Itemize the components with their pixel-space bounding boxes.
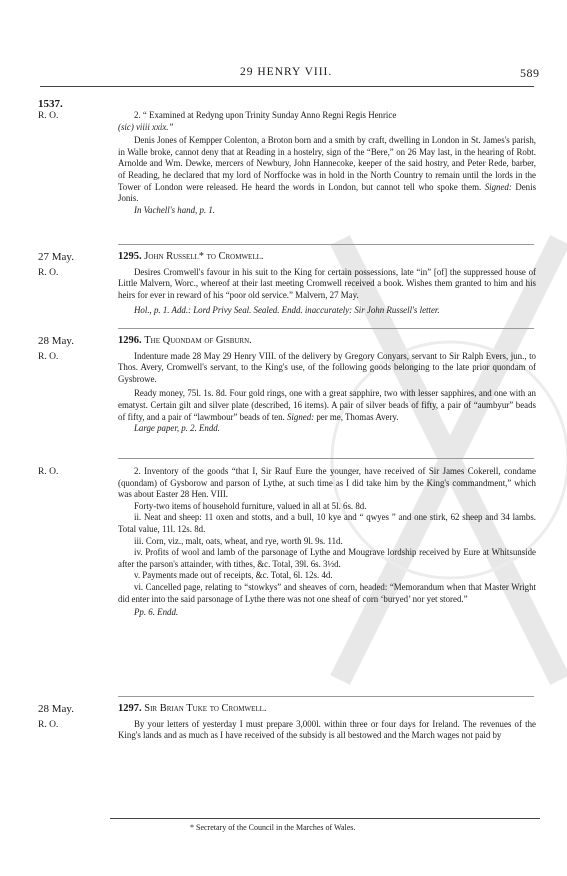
entry-body: Denis Jones of Kempper Colenton, a Broton born and a smith by craft, dwelling in London in St. James's parish, in Walle broke, cannot deny that at Reading in a hostelry, sign of the “Bere,” on 26 May last, in the hearing of Robt. Arnolde and Wm. Dewke, mercers of Newbury, John Hannecoke, keeper of the said hostry, and Peter Rede, barber, of Reading, he declared that my lord of Norffocke was in hold in the North Country to remain until the lords in the Tower of London were released. He heard the words in London, but cannot tell who spoke them.: [118, 135, 536, 192]
entry-examination: [118, 110, 536, 216]
inventory-item: ii. Neat and sheep: 11 oxen and stotts, and a bull, 10 kye and “ qwyes ” and one stirk, 62 sheep and 34 lambs. Total value, 11l. 12s. 8d.: [118, 512, 536, 534]
footnote-rule: [110, 818, 540, 819]
entry-heading: Sir Brian Tuke to Cromwell.: [144, 703, 267, 714]
entry-heading: The Quondam of Gisburn.: [144, 335, 252, 346]
inventory-item: vi. Cancelled page, relating to “stowkys” and sheaves of corn, headed: “Memorandum when that Master Wright did enter into the said parsonage of Lythe there was not one sheaf of corn ‘buryed’ nor yet stored.”: [118, 581, 536, 604]
entry-divider: [118, 696, 534, 697]
entry-body: 2. Inventory of the goods “that I, Sir Rauf Eure the younger, have received of Sir James Cokerell, condame (quondam) of Gysborow and parson of Lythe, at such time as I did take him by the King's commandment,” which was about Easter 28 Hen. VIII.: [118, 466, 536, 500]
entry-line: (sic) viiii xxix.”: [118, 121, 174, 132]
signed-name: per me, Thomas Avery.: [316, 411, 399, 422]
entry-1296: [118, 335, 536, 435]
entry-divider: [118, 244, 534, 245]
margin-date: 28 May.: [38, 335, 74, 347]
margin-date: 27 May.: [38, 251, 74, 263]
signed-label: Signed:: [286, 411, 315, 422]
signed-label: Signed:: [484, 181, 512, 192]
margin-date: 28 May.: [38, 703, 74, 715]
entry-line: 2. “ Examined at Redyng upon Trinity Sunday Anno Regni Regis Henrice: [134, 110, 397, 120]
entry-body: Desires Cromwell's favour in his suit to the King for certain possessions, late “in” [of] the suppressed house of Little Malvern, Worc., whereof at their last meeting Cromwell received a book. Wishes them granted to him and his heirs for ever in reward of his “poor old service.” Malvern, 27 May.: [118, 266, 536, 300]
inventory-item: Forty-two items of household furniture, valued in all at 5l. 6s. 8d.: [134, 500, 367, 511]
entry-inventory: [118, 466, 536, 619]
running-title: 29 HENRY VIII.: [240, 66, 333, 78]
entry-1297: [118, 703, 536, 742]
footnote: * Secretary of the Council in the Marches of Wales.: [190, 823, 356, 832]
margin-source: R. O.: [38, 352, 59, 362]
entry-heading: John Russell* to Cromwell.: [144, 251, 264, 262]
entry-body: Indenture made 28 May 29 Henry VIII. of the delivery by Gregory Conyars, servant to Sir Ralph Evers, jun., to Thos. Avery, Cromwell's servant, to the King's use, of the following goods belonging to the late prior quondam of Gysbrowe.: [118, 350, 536, 384]
margin-source: R. O.: [38, 111, 59, 121]
entry-divider: [118, 458, 534, 459]
entry-body: By your letters of yesterday I must prepare 3,000l. within three or four days for Ireland. The revenues of the King's lands and as much as I have received of the subsidy is all bestowed and the March wages not paid by: [118, 718, 536, 741]
entry-number: 1296.: [118, 335, 142, 346]
inventory-item: iii. Corn, viz., malt, oats, wheat, and rye, worth 9l. 9s. 11d.: [134, 535, 343, 546]
inventory-item: iv. Profits of wool and lamb of the parsonage of Lythe and Mougrave lordship received by Eure at Whitsunside after the parson's attainder, with tithes, &c. Total, 39l. 6s. 3½d.: [118, 547, 536, 569]
entry-number: 1297.: [118, 703, 142, 714]
margin-source: R. O.: [38, 268, 59, 278]
entry-1295: [118, 251, 536, 317]
margin-source: R. O.: [38, 720, 59, 730]
signed-name: Denis Jonis.: [118, 181, 537, 204]
margin-year: 1537.: [38, 98, 63, 110]
header-rule: [40, 86, 534, 87]
entry-divider: [118, 328, 534, 329]
entry-note: Large paper, p. 2. Endd.: [134, 423, 220, 434]
entry-body: Ready money, 75l. 1s. 8d. Four gold rings, one with a great sapphire, two with lesser sapphires, and one with an ematyst. Certain gilt and silver plate (described, 16 items). A pair of silver beads of fifty, a pair of “aumbyur” beads of fifty, and a pair of “lawmbour” beads of ten.: [118, 388, 536, 422]
entry-note: In Vachell's hand, p. 1.: [134, 204, 216, 215]
inventory-item: v. Payments made out of receipts, &c. Total, 6l. 12s. 4d.: [134, 570, 333, 581]
entry-note: Hol., p. 1. Add.: Lord Privy Seal. Sealed. Endd. inaccurately: Sir John Russell's letter.: [134, 305, 440, 316]
entry-note: Pp. 6. Endd.: [134, 607, 179, 618]
page-number: 589: [520, 66, 540, 80]
entry-number: 1295.: [118, 251, 142, 262]
margin-source: R. O.: [38, 467, 59, 477]
